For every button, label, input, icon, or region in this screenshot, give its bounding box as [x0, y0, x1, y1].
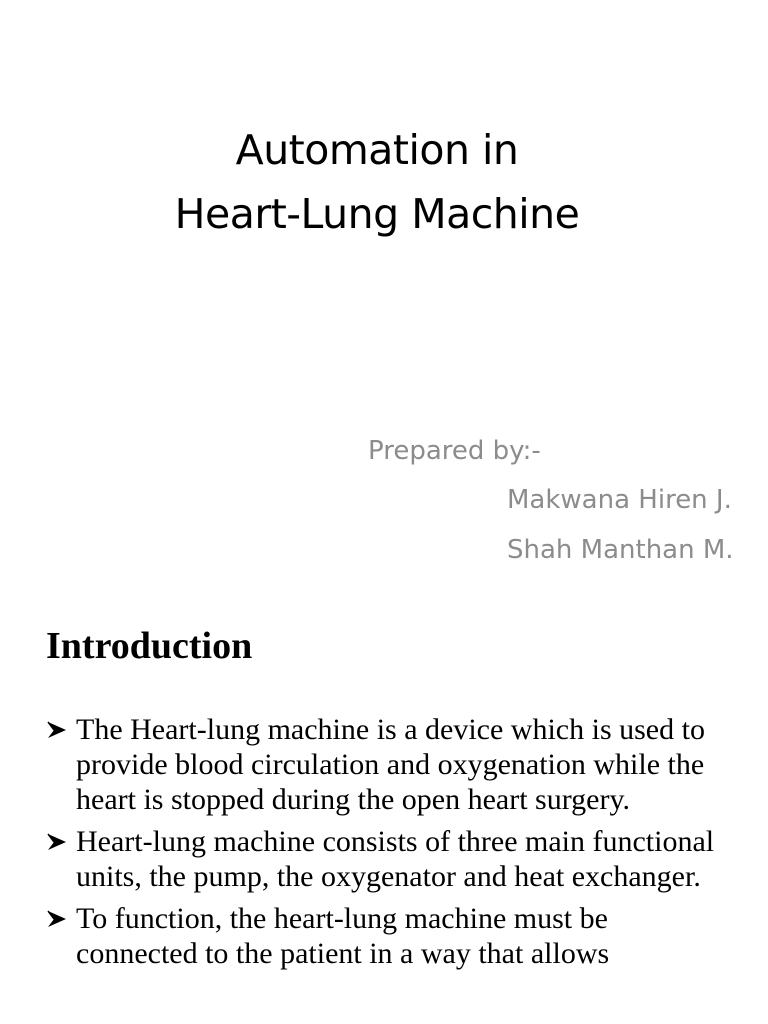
- section-heading: Introduction: [46, 625, 253, 667]
- title-line-2: Heart-Lung Machine: [174, 190, 580, 238]
- arrow-bullet-icon: [46, 833, 68, 851]
- prepared-by-label: Prepared by:-: [368, 436, 541, 466]
- bullet-text: Heart-lung machine consists of three main functional units, the pump, the oxygenator and heat exchanger.: [76, 825, 715, 893]
- introduction-slide: [0, 600, 768, 1024]
- author-name: Shah Manthan M.: [507, 535, 734, 565]
- bullet-text: To function, the heart-lung machine must be connected to the patient in a way that allows: [76, 902, 610, 970]
- slide-title: [0, 118, 754, 246]
- bullet-list: [46, 712, 736, 978]
- arrow-bullet-icon: [46, 721, 68, 739]
- bullet-item: [46, 901, 736, 971]
- author-name: Makwana Hiren J.: [507, 485, 732, 515]
- title-line-1: Automation in: [235, 126, 519, 174]
- arrow-bullet-icon: [46, 910, 68, 928]
- bullet-item: [46, 712, 736, 817]
- bullet-item: [46, 824, 736, 894]
- bullet-text: The Heart-lung machine is a device which is used to provide blood circulation and oxygenation while the heart is stopped during the open heart surgery.: [76, 713, 705, 816]
